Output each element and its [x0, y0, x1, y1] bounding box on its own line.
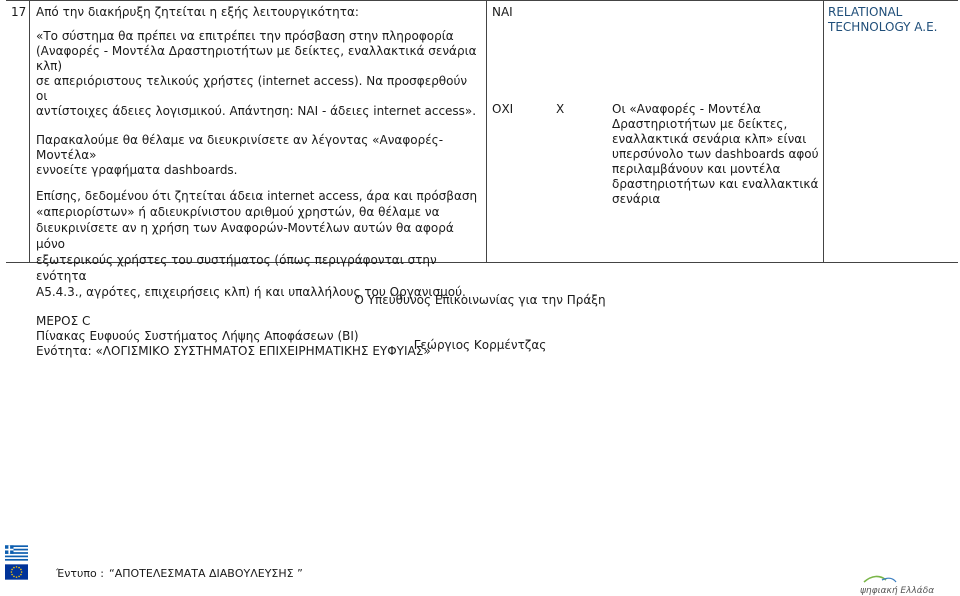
eu-flag-icon — [5, 564, 28, 580]
quote-line — [36, 104, 481, 119]
section-line: Πίνακας Ευφυούς Συστήματος Λήψης Αποφάσεων (BI) — [36, 329, 359, 343]
clarify-line: διευκρινίσετε αν η χρήση των Αναφορών-Μοντέλων αυτών θα αφορά μόνο — [36, 221, 454, 251]
clarify-line: Α5.4.3., αγρότες, επιχειρήσεις κλπ) ή και υπαλλήλους του Οργανισμού. — [36, 285, 466, 299]
signature-role: Ο Υπεύθυνος Επικοινωνίας για την Πράξη — [354, 293, 606, 307]
quote-line: «Το σύστημα θα πρέπει να επιτρέπει την πρόσβαση στην πληροφορία — [36, 29, 454, 43]
greek-flag-icon — [5, 545, 28, 561]
section-line: ΜΕΡΟΣ C — [36, 314, 91, 328]
clarification-1 — [36, 133, 481, 178]
section-line: Ενότητα: «ΛΟΓΙΣΜΙΚΟ ΣΥΣΤΗΜΑΤΟΣ ΕΠΙΧΕΙΡΗΜΑΤΙΚΗΣ ΕΥΦΥΙΑΣ» — [36, 344, 431, 358]
clarify-line: εξωτερικούς χρήστες του συστήματος (όπως περιγράφονται στην ενότητα — [36, 253, 437, 283]
answer-line: Δραστηριοτήτων με δείκτες, — [612, 117, 788, 131]
quote-answer: Απάντηση: ΝΑΙ - άδειες internet access». — [229, 104, 477, 118]
clarify-line: Παρακαλούμε θα θέλαμε να διευκρινίσετε αν λέγοντας «Αναφορές-Μοντέλα» — [36, 133, 444, 162]
logo-text: ψηφιακή Ελλάδα — [860, 586, 935, 596]
quote-line-start: αντίστοιχες άδειες λογισμικού. — [36, 104, 226, 118]
answer-line: δραστηριοτήτων και εναλλακτικά — [612, 177, 819, 191]
answer-no: ΟΧΙ — [492, 102, 514, 116]
answer-line: Οι «Αναφορές ‐ Μοντέλα — [612, 102, 761, 116]
request-title: Από την διακήρυξη ζητείται η εξής λειτουργικότητα: — [36, 5, 359, 19]
table-divider — [486, 1, 487, 262]
answer-text — [612, 102, 820, 207]
clarify-line: Επίσης, δεδομένου ότι ζητείται άδεια internet access, άρα και πρόσβαση — [36, 189, 478, 203]
footer-form-value: “ΑΠΟΤΕΛΕΣΜΑΤΑ ΔΙΑΒΟΥΛΕΥΣΗΣ ” — [109, 567, 303, 580]
quote-line: σε απεριόριστους τελικούς χρήστες (internet access). Να προσφερθούν οι — [36, 74, 468, 103]
quote-line: (Αναφορές ‐ Μοντέλα Δραστηριοτήτων με δείκτες, εναλλακτικά σενάρια κλπ) — [36, 44, 477, 73]
company-line: RELATIONAL — [828, 5, 903, 19]
answer-mark: Χ — [556, 102, 565, 116]
answer-line: εναλλακτικά σενάρια κλπ» είναι — [612, 132, 807, 146]
clarify-line: εννοείτε γραφήματα dashboards. — [36, 163, 238, 177]
answer-line: περιλαμβάνουν και μοντέλα — [612, 162, 781, 176]
table-divider — [29, 1, 30, 262]
footer-form-label: Έντυπο : — [56, 567, 104, 580]
digital-greece-logo — [820, 574, 960, 596]
row-number: 17 — [11, 5, 27, 19]
answer-line: σενάρια — [612, 192, 661, 206]
signature-name: Γεώργιος Κορμέντζας — [413, 338, 547, 352]
clarification-2 — [36, 188, 481, 300]
company-name — [828, 5, 958, 35]
table-divider — [823, 1, 824, 262]
company-line: TECHNOLOGY A.E. — [828, 20, 938, 34]
answer-line: υπερσύνολο των dashboards αφού — [612, 147, 819, 161]
clarify-line: «απεριορίστων» ή αδιευκρίνιστου αριθμού χρηστών, θα θέλαμε να — [36, 205, 440, 219]
answer-yes: ΝΑΙ — [492, 5, 513, 19]
request-quote — [36, 29, 481, 119]
